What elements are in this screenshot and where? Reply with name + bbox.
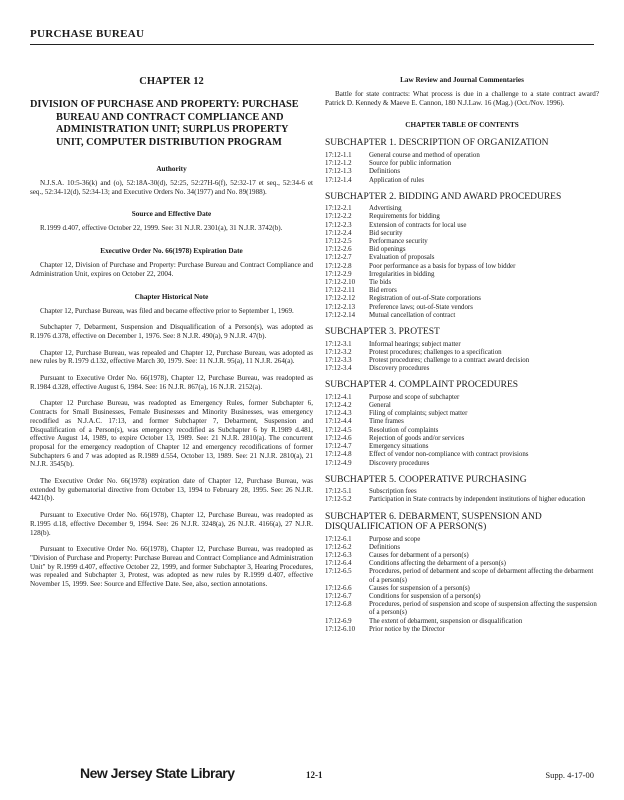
section-number: 17:12-4.3 — [325, 410, 352, 418]
subchapter-heading: SUBCHAPTER 5. COOPERATIVE PURCHASING — [325, 474, 527, 485]
history-paragraph: Subchapter 7, Debarment, Suspension and Disqualification of a Person(s), was adopted as R.1976 d.378, effective on December 1, 1976. See: 8 N.J.R. 490(a), 9 N.J.R. 47(b). — [30, 323, 313, 340]
section-title: Extension of contracts for local use — [369, 221, 467, 229]
section-title: Conditions for suspension of a person(s) — [369, 593, 481, 601]
section-row — [325, 205, 599, 213]
section-number: 17:12-3.2 — [325, 348, 352, 356]
section-row — [325, 451, 599, 459]
section-title: Subscription fees — [369, 488, 417, 496]
section-row — [325, 626, 599, 634]
section-number: 17:12-3.1 — [325, 340, 352, 348]
section-row — [325, 402, 599, 410]
section-row — [325, 568, 599, 584]
section-number: 17:12-1.1 — [325, 151, 352, 159]
section-number: 17:12-2.14 — [325, 311, 356, 319]
section-title: Emergency situations — [369, 443, 429, 451]
section-row — [325, 618, 599, 626]
section-row — [325, 601, 599, 617]
subchapter-heading: SUBCHAPTER 2. BIDDING AND AWARD PROCEDURES — [325, 191, 562, 202]
section-row — [325, 365, 599, 373]
history-paragraph: The Executive Order No. 66(1978) expiration date of Chapter 12, Purchase Bureau, was extended by gubernatorial directive from October 13, 1994 to February 28, 1995. See: 26 N.J.R. 4421(b). — [30, 477, 313, 503]
section-row — [325, 410, 599, 418]
history-paragraph: Pursuant to Executive Order No. 66(1978), Chapter 12, Purchase Bureau, was readopted as R.1984 d.328, effective August 6, 1984. See: 16 N.J.R. 867(a), 16 N.J.R. 2152(a). — [30, 374, 313, 391]
section-title: Definitions — [369, 543, 401, 551]
section-number: 17:12-1.3 — [325, 168, 352, 176]
section-row — [325, 341, 599, 349]
section-number: 17:12-2.1 — [325, 205, 352, 213]
subchapter-heading: SUBCHAPTER 4. COMPLAINT PROCEDURES — [325, 380, 519, 391]
section-row — [325, 230, 599, 238]
section-title: Effect of vendor non-compliance with contract provisions — [369, 451, 529, 459]
section-number: 17:12-2.8 — [325, 262, 352, 270]
section-number: 17:12-2.3 — [325, 221, 352, 229]
history-heading: Chapter Historical Note — [134, 292, 209, 301]
section-row — [325, 304, 599, 312]
section-number: 17:12-6.7 — [325, 593, 352, 601]
subchapter-heading: SUBCHAPTER 3. PROTEST — [325, 327, 440, 338]
section-title: Purpose and scope of subchapter — [369, 393, 460, 401]
section-title: Purpose and scope — [369, 535, 421, 543]
law-review-text: Battle for state contracts: What process is due in a challenge to a state contract award? Patrick D. Kennedy & Maeve E. Cannon, 180 N.J.Law. 16 (Mag.) (Oct./Nov. 1996). — [325, 90, 599, 107]
section-list — [325, 536, 599, 634]
section-number: 17:12-1.2 — [325, 160, 352, 168]
section-title: Protest procedures; challenge to a contract award decision — [369, 356, 530, 364]
section-number: 17:12-6.3 — [325, 552, 352, 560]
section-row — [325, 585, 599, 593]
section-row — [325, 544, 599, 552]
table-of-contents — [325, 138, 599, 634]
section-row — [325, 238, 599, 246]
section-row — [325, 443, 599, 451]
section-title: Procedures, period of debarment and scope of debarment affecting the debarment of a person(s) — [369, 568, 594, 584]
section-title: Preference laws; out-of-State vendors — [369, 303, 473, 311]
section-title: Rejection of goods and/or services — [369, 434, 465, 442]
section-row — [325, 593, 599, 601]
authority-text: N.J.S.A. 10:5-36(k) and (o), 52:18A-30(d), 52:25, 52:27H-6(f), 52:32-17 et seq., 52:34-6 et seq., 52:34-12(d), 52:34-13; and Executive Orders No. 34(1977) and No. 89(1988). — [30, 179, 313, 196]
section-row — [325, 394, 599, 402]
section-number: 17:12-6.8 — [325, 601, 352, 609]
section-list — [325, 205, 599, 320]
section-title: The extent of debarment, suspension or disqualification — [369, 617, 523, 625]
section-title: Source for public information — [369, 160, 452, 168]
section-title: Conditions affecting the debarment of a person(s) — [369, 560, 506, 568]
section-number: 17:12-1.4 — [325, 176, 352, 184]
division-title: DIVISION OF PURCHASE AND PROPERTY: PURCHASE BUREAU AND CONTRACT COMPLIANCE AND ADMINISTRATION UNIT; SURPLUS PROPERTY UNIT, COMPUTER DISTRIBUTION PROGRAM — [30, 99, 299, 148]
section-list — [325, 152, 599, 185]
section-row — [325, 488, 599, 496]
section-title: Time frames — [369, 418, 404, 426]
section-row — [325, 271, 599, 279]
section-title: Poor performance as a basis for bypass of low bidder — [369, 262, 516, 270]
history-paragraph: Chapter 12, Purchase Bureau, was filed and became effective prior to September 1, 1969. — [40, 306, 294, 315]
section-row — [325, 222, 599, 230]
section-row — [325, 246, 599, 254]
section-title: Application of rules — [369, 176, 425, 184]
section-number: 17:12-2.2 — [325, 213, 352, 221]
running-header: PURCHASE BUREAU — [30, 28, 145, 40]
eo-heading: Executive Order No. 66(1978) Expiration Date — [100, 247, 243, 256]
section-title: Mutual cancellation of contract — [369, 311, 456, 319]
section-title: Informal hearings; subject matter — [369, 340, 461, 348]
section-row — [325, 418, 599, 426]
section-row — [325, 357, 599, 365]
section-number: 17:12-5.2 — [325, 496, 352, 504]
section-row — [325, 552, 599, 560]
section-number: 17:12-2.13 — [325, 303, 356, 311]
section-number: 17:12-6.4 — [325, 560, 352, 568]
section-number: 17:12-6.5 — [325, 568, 352, 576]
section-number: 17:12-4.1 — [325, 393, 352, 401]
section-title: Bid errors — [369, 287, 397, 295]
section-number: 17:12-2.6 — [325, 246, 352, 254]
section-row — [325, 349, 599, 357]
section-title: Causes for suspension of a person(s) — [369, 584, 470, 592]
section-row — [325, 496, 599, 504]
section-number: 17:12-4.9 — [325, 459, 352, 467]
section-title: Bid openings — [369, 246, 406, 254]
section-row — [325, 177, 599, 185]
section-title: General — [369, 402, 391, 410]
section-title: Advertising — [369, 205, 402, 213]
history-paragraph: Chapter 12, Purchase Bureau, was repealed and Chapter 12, Purchase Bureau, was adopted as new rules by R.1979 d.132, effective March 30, 1979. See: 11 N.J.R. 95(a), 11 N.J.R. 264(a). — [30, 348, 313, 366]
section-number: 17:12-6.6 — [325, 584, 352, 592]
section-number: 17:12-5.1 — [325, 488, 352, 496]
section-title: Filing of complaints; subject matter — [369, 410, 468, 418]
section-row — [325, 427, 599, 435]
section-row — [325, 312, 599, 320]
section-title: Discovery procedures — [369, 459, 430, 467]
section-title: Causes for debarment of a person(s) — [369, 552, 469, 560]
section-list — [325, 341, 599, 374]
source-text: R.1999 d.407, effective October 22, 1999. See: 31 N.J.R. 2301(a), 31 N.J.R. 3742(b). — [40, 224, 283, 233]
subchapter-heading: SUBCHAPTER 1. DESCRIPTION OF ORGANIZATION — [325, 138, 549, 149]
eo-text: Chapter 12, Division of Purchase and Property: Purchase Bureau and Contract Compliance and Administration Unit, expires on October 22, 2004. — [30, 261, 313, 278]
section-number: 17:12-6.1 — [325, 535, 352, 543]
section-title: Tie bids — [369, 279, 392, 287]
section-number: 17:12-6.9 — [325, 617, 352, 625]
section-number: 17:12-2.11 — [325, 287, 355, 295]
section-number: 17:12-3.4 — [325, 365, 352, 373]
header-rule — [30, 44, 594, 45]
section-title: Performance security — [369, 238, 428, 246]
section-row — [325, 287, 599, 295]
section-number: 17:12-2.9 — [325, 270, 352, 278]
section-title: Discovery procedures — [369, 365, 430, 373]
section-row — [325, 435, 599, 443]
history-notes — [30, 307, 313, 589]
section-number: 17:12-2.4 — [325, 229, 352, 237]
section-number: 17:12-6.10 — [325, 625, 356, 633]
section-list — [325, 488, 599, 504]
section-number: 17:12-4.8 — [325, 451, 352, 459]
toc-heading: CHAPTER TABLE OF CONTENTS — [405, 121, 519, 130]
section-number: 17:12-2.7 — [325, 254, 352, 262]
section-row — [325, 536, 599, 544]
section-row — [325, 295, 599, 303]
section-row — [325, 213, 599, 221]
section-number: 17:12-4.5 — [325, 426, 352, 434]
section-number: 17:12-4.6 — [325, 434, 352, 442]
section-title: Prior notice by the Director — [369, 625, 445, 633]
section-title: Requirements for bidding — [369, 213, 440, 221]
section-number: 17:12-4.2 — [325, 402, 352, 410]
law-review-heading: Law Review and Journal Commentaries — [400, 76, 524, 84]
section-number: 17:12-4.4 — [325, 418, 352, 426]
subchapter-heading: SUBCHAPTER 6. DEBARMENT, SUSPENSION AND DISQUALIFICATION OF A PERSON(S) — [325, 511, 542, 533]
section-title: Irregularities in bidding — [369, 270, 435, 278]
section-number: 17:12-3.3 — [325, 356, 352, 364]
supplement-date: Supp. 4-17-00 — [545, 770, 594, 780]
section-row — [325, 460, 599, 468]
authority-heading: Authority — [156, 165, 187, 173]
section-title: Bid security — [369, 229, 403, 237]
section-number: 17:12-2.10 — [325, 279, 356, 287]
section-row — [325, 160, 599, 168]
section-number: 17:12-4.7 — [325, 443, 352, 451]
section-number: 17:12-2.5 — [325, 238, 352, 246]
section-row — [325, 152, 599, 160]
left-column — [30, 76, 313, 597]
section-title: Evaluation of proposals — [369, 254, 435, 262]
page-number: 12-1 — [306, 770, 323, 780]
section-title: Definitions — [369, 168, 401, 176]
section-title: General course and method of operation — [369, 151, 480, 159]
section-title: Protest procedures; challenges to a specification — [369, 348, 502, 356]
section-number: 17:12-6.2 — [325, 543, 352, 551]
library-stamp: New Jersey State Library — [80, 765, 235, 781]
section-row — [325, 168, 599, 176]
section-title: Resolution of complaints — [369, 426, 439, 434]
history-paragraph: Pursuant to Executive Order No. 66(1978), Chapter 12, Purchase Bureau, was readopted as R.1995 d.18, effective December 9, 1994. See: 26 N.J.R. 3248(a), 26 N.J.R. 4166(a), 27 N.J.R. 128(b). — [30, 511, 313, 537]
source-heading: Source and Effective Date — [131, 210, 212, 219]
right-column — [325, 76, 599, 641]
section-row — [325, 560, 599, 568]
history-paragraph: Chapter 12 Purchase Bureau, was readopted as Emergency Rules, former Subchapter 6, Contracts for Small Businesses, Female Businesses and Minority Businesses, was emergency recodified as N.J.A.C. 17:13, and former Subchapter 7, Debarment, Suspension and Disqualification of a Person(s), was emergency recodified as Subchapter 6 by R.1989 d.481, effective August 14, 1989, to expire October 13, 1989. See: 21 N.J.R. 2810(a). The concurrent proposal for the emergency readoption of Chapter 12 and emergency recodifications of former Subchapters 6 and 7 was adopted as R.1989 d.554, October 13, 1989. See: 21 N.J.R. 2810(a), 21 N.J.R. 3545(b). — [30, 399, 313, 469]
section-row — [325, 279, 599, 287]
section-title: Registration of out-of-State corporations — [369, 295, 481, 303]
section-row — [325, 254, 599, 262]
chapter-number: CHAPTER 12 — [139, 76, 204, 87]
section-title: Procedures, period of suspension and scope of suspension affecting the suspension of a person(s) — [369, 601, 597, 617]
section-number: 17:12-2.12 — [325, 295, 356, 303]
section-title: Participation in State contracts by independent institutions of higher education — [369, 496, 586, 504]
section-row — [325, 263, 599, 271]
section-list — [325, 394, 599, 468]
history-paragraph: Pursuant to Executive Order No. 66(1978), Chapter 12, Purchase Bureau, was readopted as "Division of Purchase and Property: Purchase Bureau and Contract Compliance and Administration Unit" by R.1999 d.407, effective October 22, 1999, and former Subchapter 3, Hearing Procedures, was repealed and Subchapter 3, Protest, was adopted as new rules by R.1999 d.407, effective November 15, 1999. See: Source and Effective Date. See, also, section annotations. — [30, 545, 313, 589]
